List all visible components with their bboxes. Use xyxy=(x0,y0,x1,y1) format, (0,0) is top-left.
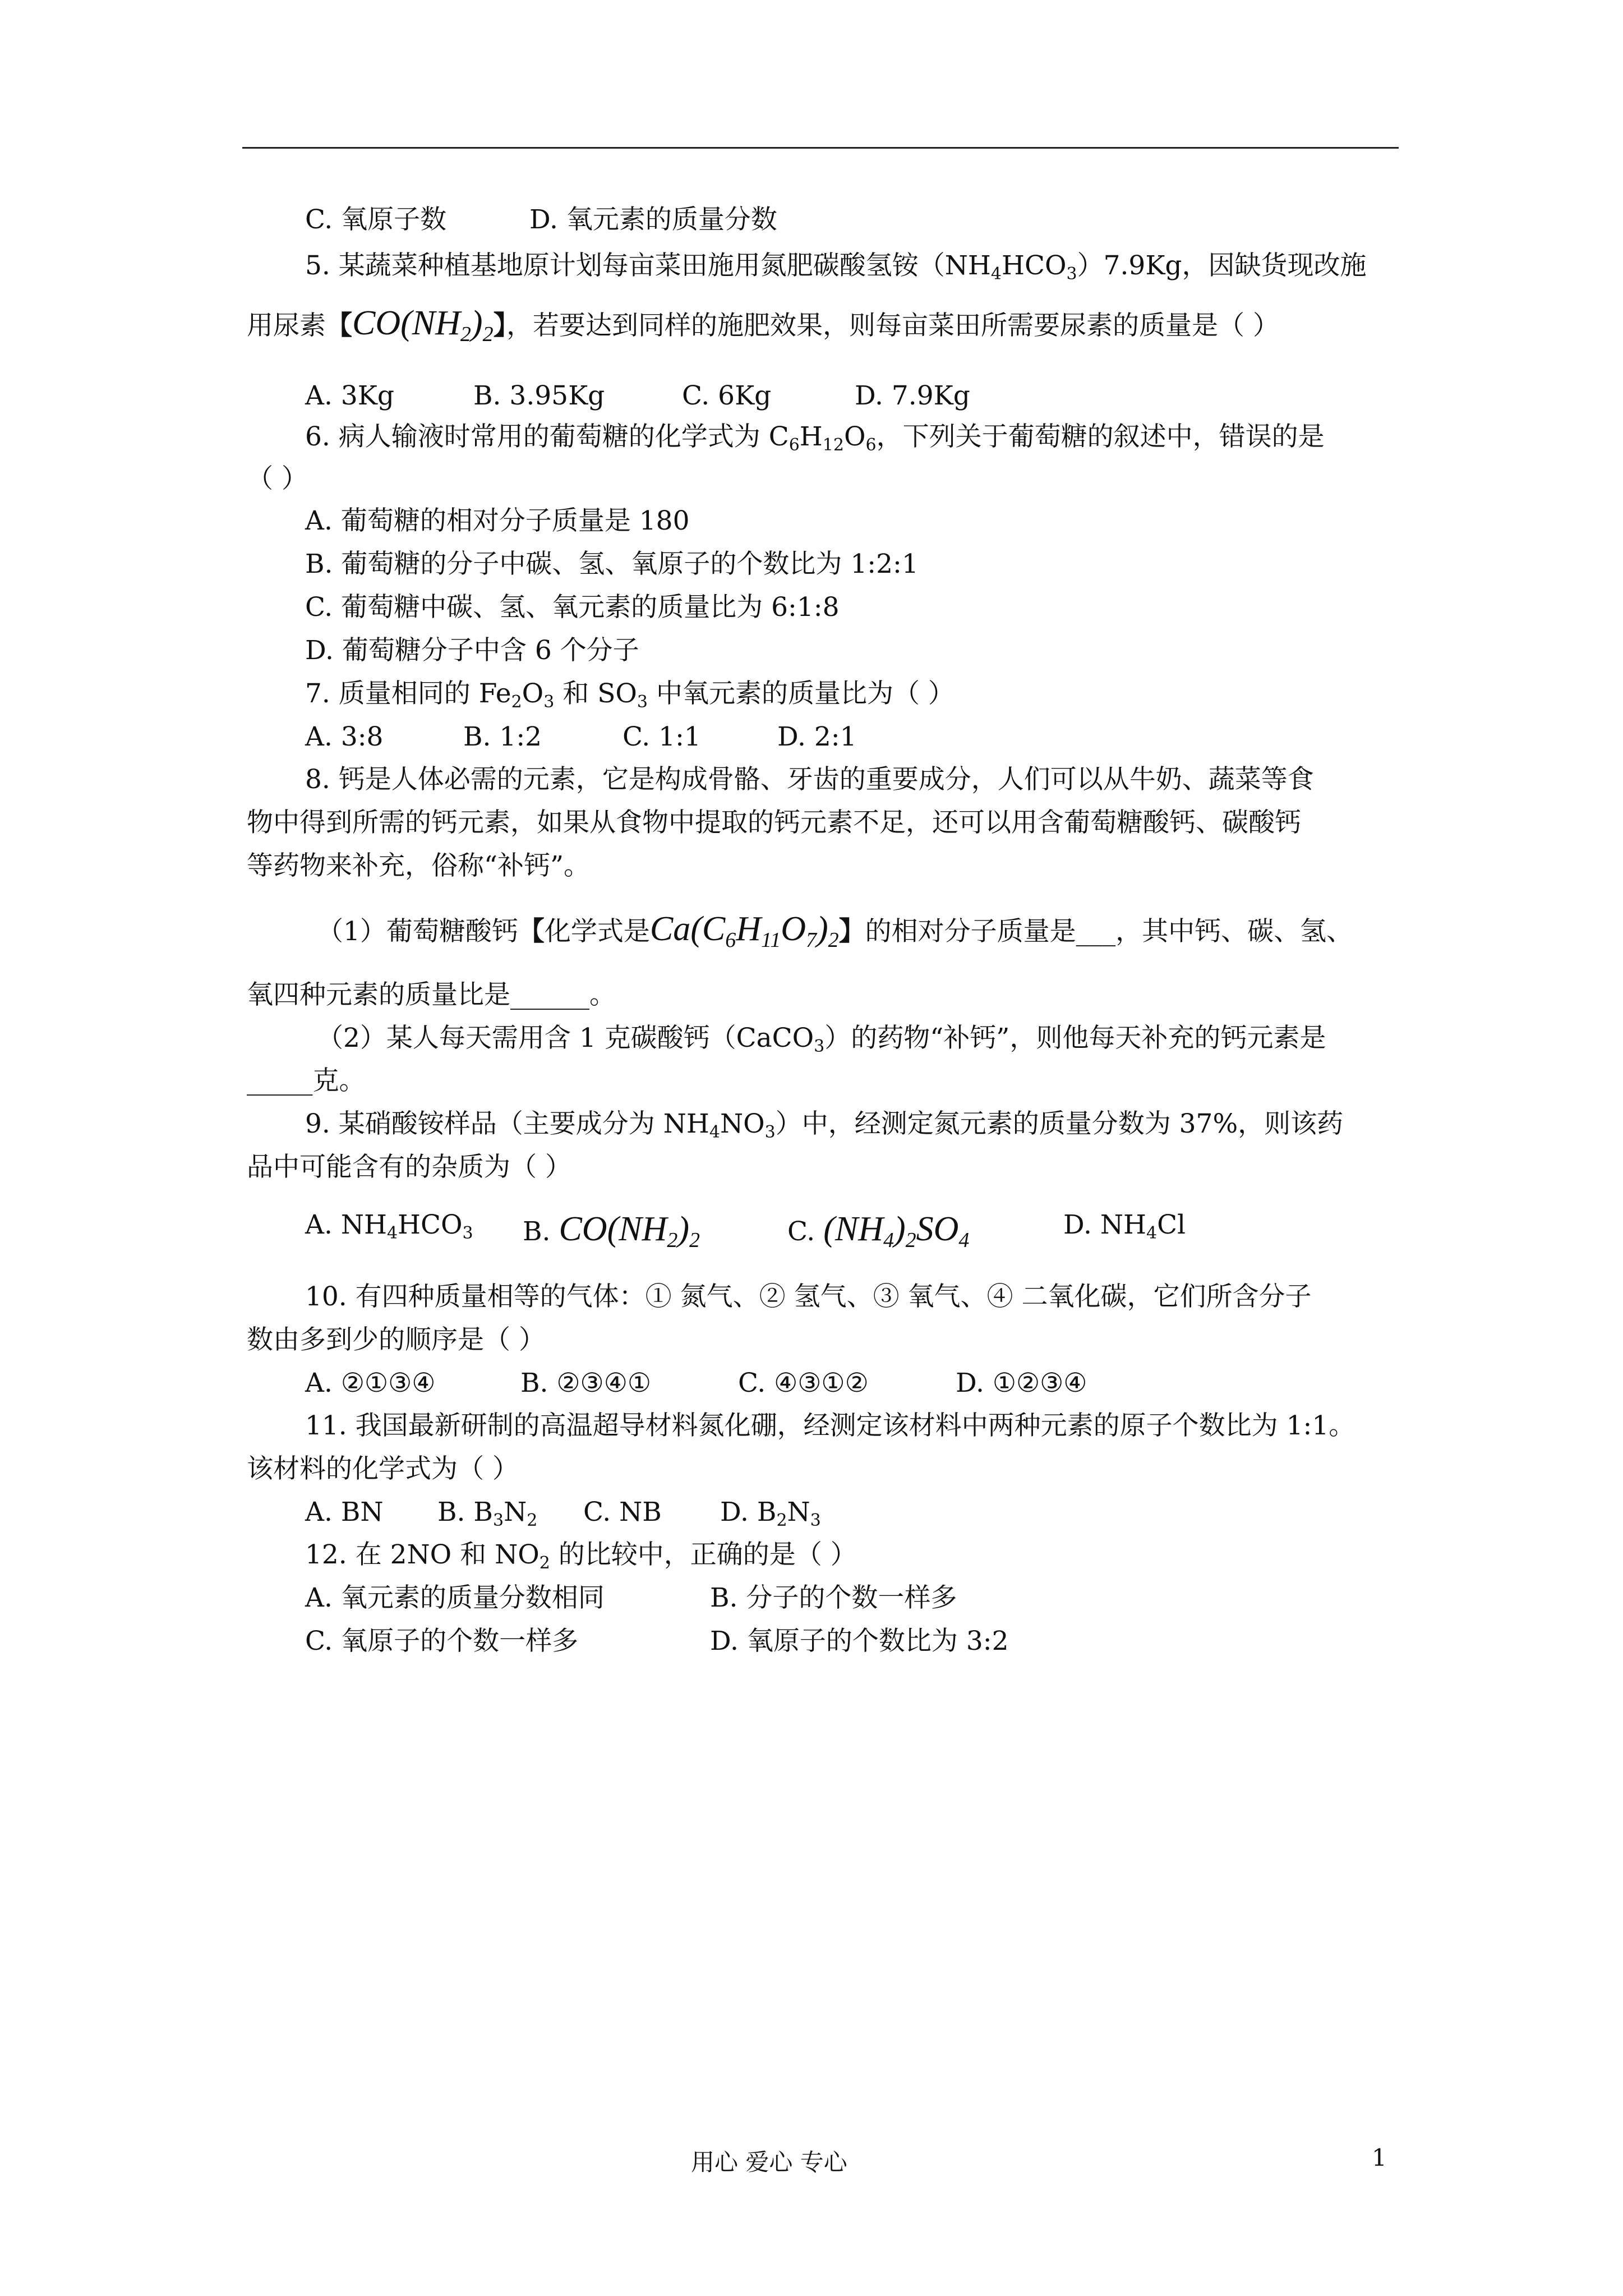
option-a: A. ②①③④ xyxy=(305,1368,436,1398)
question-6-option-d: D. 葡萄糖分子中含 6 个分子 xyxy=(305,635,639,666)
question-11-line-2: 该材料的化学式为（ ） xyxy=(247,1453,519,1484)
header-rule xyxy=(242,147,1399,149)
question-6-line-2: （ ） xyxy=(247,463,308,494)
question-8-sub-1-line-2: 氧四种元素的质量比是______。 xyxy=(247,979,616,1010)
option-c: C. 1:1 xyxy=(623,721,701,752)
question-6-option-b: B. 葡萄糖的分子中碳、氢、氧原子的个数比为 1:2:1 xyxy=(305,549,919,579)
urea-formula: $CO(NH_2)_2$ xyxy=(352,304,494,346)
question-11-line-1: 11. 我国最新研制的高温超导材料氮化硼，经测定该材料中两种元素的原子个数比为 1:1。 xyxy=(305,1410,1355,1441)
ammonium-sulfate-formula: $(NH_4)_2SO_4$ xyxy=(823,1210,970,1252)
option-a: A. 3Kg xyxy=(305,380,394,411)
question-8-sub-2: （2）某人每天需用含 1 克碳酸钙（CaCO$_3$）的药物“补钙”，则他每天补充的钙元素是 xyxy=(317,1023,1326,1056)
question-6-option-c: C. 葡萄糖中碳、氢、氧元素的质量比为 6:1:8 xyxy=(305,592,840,623)
question-10-line-1: 10. 有四种质量相等的气体：① 氮气、② 氢气、③ 氧气、④ 二氧化碳，它们所含分子 xyxy=(305,1281,1312,1312)
question-5-line-1: 5. 某蔬菜种植基地原计划每亩菜田施用氮肥碳酸氢铵$(NH_4HCO_3)7.9Kg$，因缺货现改施 xyxy=(305,250,1367,284)
question-8-sub-1: （1）葡萄糖酸钙【化学式是$Ca(C_6H_{11}O_7)_2$】的相对分子质量是___，其中钙、碳、氢、 xyxy=(317,910,1353,952)
option-a: A. $NH_4HCO_3$ xyxy=(305,1209,473,1243)
option-d: D. 氧元素的质量分数 xyxy=(529,204,777,235)
option-b: B. $CO(NH_2)_2$ xyxy=(523,1210,700,1252)
question-7-line-1: 7. 质量相同的 $Fe_2O_3$ 和 $SO_3$ 中氧元素的质量比为（ ） xyxy=(305,678,955,712)
option-d: D. 氧原子的个数比为 3:2 xyxy=(710,1626,1009,1657)
question-12-line-1: 12. 在 2NO 和 $NO_2$ 的比较中，正确的是（ ） xyxy=(305,1539,857,1573)
option-a: A. 氧元素的质量分数相同 xyxy=(305,1582,605,1613)
question-6-option-a: A. 葡萄糖的相对分子质量是 180 xyxy=(305,505,690,536)
option-b: B. ②③④① xyxy=(520,1368,651,1398)
footer-motto: 用心 爱心 专心 xyxy=(691,2148,847,2176)
calcium-gluconate-formula: $Ca(C_6H_{11}O_7)_2$ xyxy=(649,910,839,952)
question-10-line-2: 数由多到少的顺序是（ ） xyxy=(247,1324,545,1355)
question-5-line-2: 用尿素【$CO(NH_2)_2$】，若要达到同样的施肥效果，则每亩菜田所需要尿素的质量是（ ） xyxy=(247,304,1280,346)
option-b: B. 3.95Kg xyxy=(473,380,605,411)
option-c: C. 氧原子的个数一样多 xyxy=(305,1626,579,1657)
option-c: C. NB xyxy=(583,1497,662,1527)
question-9-line-1: 9. 某硝酸铵样品（主要成分为 $NH_4NO_3$）中，经测定氮元素的质量分数为 37%，则该药 xyxy=(305,1108,1344,1142)
question-9-line-2: 品中可能含有的杂质为（ ） xyxy=(247,1152,571,1182)
option-b: B. 分子的个数一样多 xyxy=(710,1582,957,1613)
option-c: C. 氧原子数 xyxy=(305,204,447,235)
option-a: A. 3:8 xyxy=(305,721,384,752)
question-8-line-1: 8. 钙是人体必需的元素，它是构成骨骼、牙齿的重要成分，人们可以从牛奶、蔬菜等食 xyxy=(305,764,1314,795)
urea-formula: $CO(NH_2)_2$ xyxy=(559,1210,700,1252)
option-b: B. $B_3N_2$ xyxy=(437,1497,538,1530)
option-c: C. ④③①② xyxy=(738,1368,869,1398)
option-d: D. 2:1 xyxy=(777,721,857,752)
option-b: B. 1:2 xyxy=(463,721,542,752)
option-d: D. $B_2N_3$ xyxy=(720,1497,821,1530)
question-6-line-1: 6. 病人输液时常用的葡萄糖的化学式为 $C_6H_{12}O_6$，下列关于葡萄糖的叙述中，错误的是 xyxy=(305,421,1325,455)
page-number: 1 xyxy=(1372,2144,1387,2171)
option-c: C. 6Kg xyxy=(682,380,772,411)
option-d: D. $NH_4Cl$ xyxy=(1063,1209,1186,1243)
question-8-line-3: 等药物来补充，俗称“补钙”。 xyxy=(247,850,591,881)
option-d: D. ①②③④ xyxy=(956,1368,1087,1398)
option-a: A. BN xyxy=(305,1497,384,1527)
question-8-sub-2-line-2: _____克。 xyxy=(247,1065,366,1096)
option-c: C. $(NH_4)_2SO_4$ xyxy=(787,1210,970,1252)
option-d: D. 7.9Kg xyxy=(855,380,970,411)
question-8-line-2: 物中得到所需的钙元素，如果从食物中提取的钙元素不足，还可以用含葡萄糖酸钙、碳酸钙 xyxy=(247,807,1301,838)
